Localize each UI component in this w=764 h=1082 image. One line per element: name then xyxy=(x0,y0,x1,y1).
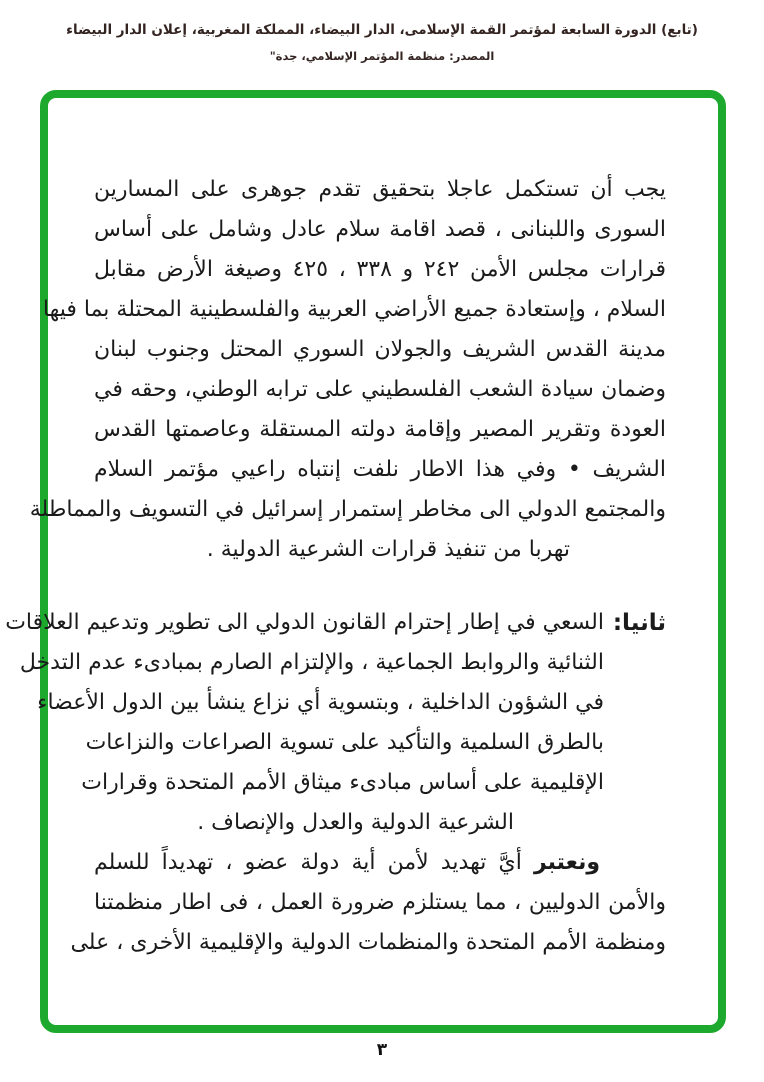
text-line: ومنظمة الأمم المتحدة والمنظمات الدولية والإقليمية الأخرى ، على xyxy=(70,930,666,955)
text-line: الثنائية والروابط الجماعية ، والإلتزام الصارم بمبادىء عدم التدخل xyxy=(19,650,604,675)
text-line: الشريف • وفي هذا الاطار نلفت إنتباه راعيي مؤتمر السلام xyxy=(94,457,666,482)
text-line: تهربا من تنفيذ قرارات الشرعية الدولية . xyxy=(206,537,570,562)
text-line: بالطرق السلمية والتأكيد على تسوية الصراعات والنزاعات xyxy=(85,730,604,755)
text-line xyxy=(94,843,666,883)
paragraph-1 xyxy=(29,170,666,570)
section-body xyxy=(5,603,604,843)
text-line: والمجتمع الدولي الى مخاطر إستمرار إسرائيل في التسويف والمماطلة xyxy=(29,497,666,522)
document-header-title: (تابع) الدورة السابعة لمؤتمر القمة الإسلامى، الدار البيضاء، المملكة المغربية، إعلان الدار البيضاء xyxy=(66,22,698,38)
text-line: قرارات مجلس الأمن ٢٤٢ و ٣٣٨ ، ٤٢٥ وصيغة الأرض مقابل xyxy=(94,257,666,282)
section-thaniyan xyxy=(5,603,666,843)
text-line: في الشؤون الداخلية ، وبتسوية أي نزاع ينشأ بين الدول الأعضاء xyxy=(37,690,604,715)
text-line: العودة وتقرير المصير وإقامة دولته المستقلة وعاصمتها القدس xyxy=(94,417,666,442)
text-line: الإقليمية على أساس مبادىء ميثاق الأمم المتحدة وقرارات xyxy=(81,770,604,795)
text-span: أيَّ تهديد لأمن أية دولة عضو ، تهديداً للسلم xyxy=(94,850,534,875)
document-frame xyxy=(5,90,726,1033)
document-body xyxy=(5,98,718,1025)
section-label: ثانيا: xyxy=(612,610,666,636)
text-line: السورى واللبنانى ، قصد اقامة سلام عادل وشامل على أساس xyxy=(94,217,666,242)
text-line: الشرعية الدولية والعدل والإنصاف . xyxy=(197,810,514,835)
bold-lead-word: ونعتبر xyxy=(534,850,600,875)
text-line: وضمان سيادة الشعب الفلسطيني على ترابه الوطني، وحقه في xyxy=(94,377,666,402)
text-line: يجب أن تستكمل عاجلا بتحقيق تقدم جوهرى على المسارين xyxy=(94,177,666,202)
page-number: ٣ xyxy=(376,1040,388,1060)
paragraph-3 xyxy=(70,843,666,963)
text-line: السلام ، وإستعادة جميع الأراضي العربية والفلسطينية المحتلة بما فيها xyxy=(42,297,666,322)
text-line: مدينة القدس الشريف والجولان السوري المحتل وجنوب لبنان xyxy=(94,337,666,362)
text-line: والأمن الدوليين ، مما يستلزم ضرورة العمل ، فى اطار منظمتنا xyxy=(94,890,666,915)
document-source-line: المصدر: منظمة المؤتمر الإسلامي، جدة" xyxy=(269,49,495,63)
text-line: السعي في إطار إحترام القانون الدولي الى تطوير وتدعيم العلاقات xyxy=(5,610,604,635)
